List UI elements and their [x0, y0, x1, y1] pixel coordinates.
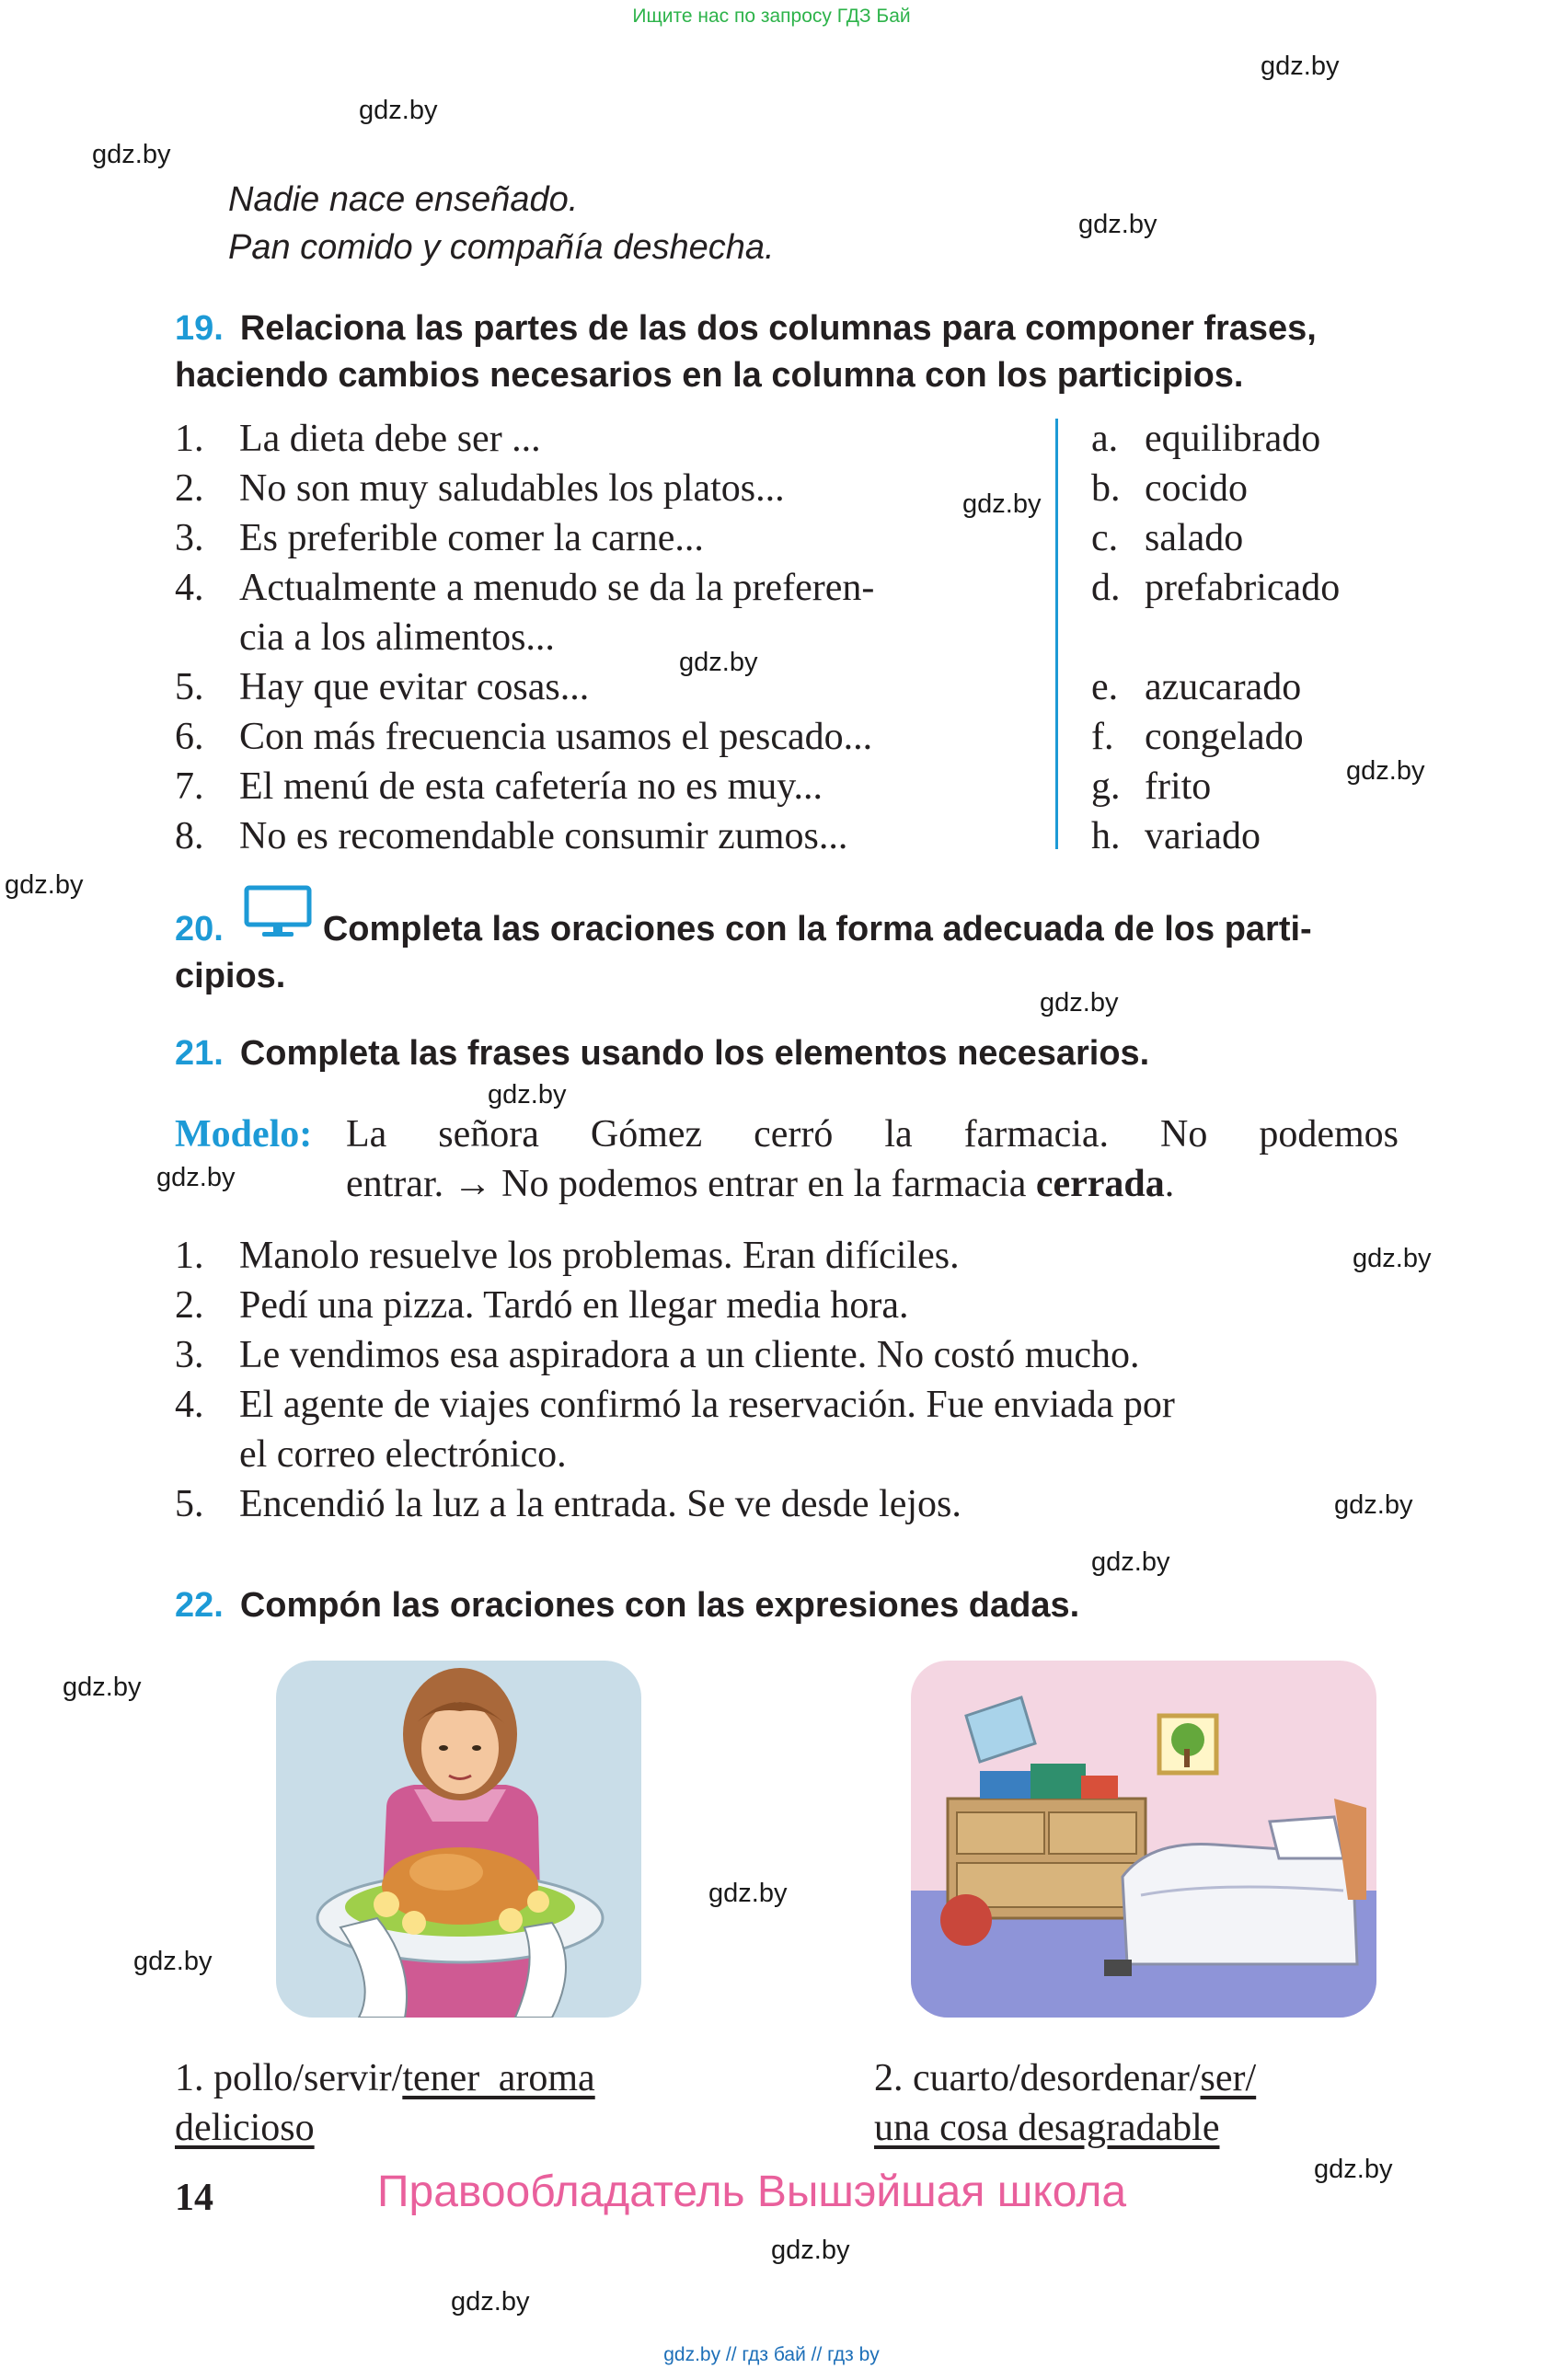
exercise-item: 3. Le vendimos esa aspiradora a un cliente. No costó mucho. [175, 1334, 1140, 1376]
watermark: gdz.by [679, 648, 758, 677]
exercise-item-continuation: el correo electrónico. [239, 1433, 567, 1476]
task-22-item-1-continuation: delicioso [175, 2107, 315, 2149]
watermark: gdz.by [133, 1947, 213, 1976]
task-20-title: 20. Completa las oraciones con la forma adecuada de los parti- cipios. [175, 910, 1312, 995]
modelo-line-1: La señora Gómez cerró la farmacia. No podemos [346, 1113, 1399, 1156]
watermark: gdz.by [359, 96, 438, 125]
list-item-continuation: cia a los alimentos... [239, 616, 555, 659]
task-number: 19. [175, 309, 224, 348]
exercise-item: 5. Encendió la luz a la entrada. Se ve desde lejos. [175, 1483, 961, 1525]
task-number: 20. [175, 910, 224, 949]
illustration-messy-bedroom [911, 1661, 1376, 2018]
answer-item: f. congelado [1091, 716, 1304, 758]
modelo-line-2: entrar. → No podemos entrar en la farmacia cerrada. [346, 1163, 1175, 1205]
exercise-item: 2. Pedí una pizza. Tardó en llegar media hora. [175, 1284, 909, 1327]
answer-item: h. variado [1091, 815, 1261, 857]
task-19-title: 19. Relaciona las partes de las dos columnas para componer frases, haciendo cambios necesarios en la columna con los participios. [175, 309, 1317, 395]
watermark: gdz.by [63, 1673, 142, 1702]
task-22-item-2-continuation: una cosa desagradable [874, 2107, 1220, 2149]
watermark: gdz.by [451, 2287, 530, 2317]
watermark: gdz.by [1261, 52, 1340, 81]
watermark: gdz.by [1078, 210, 1157, 239]
computer-monitor-icon[interactable] [244, 885, 312, 938]
watermark: gdz.by [92, 140, 171, 169]
proverb-2: Pan comido y compañía deshecha. [228, 228, 775, 267]
exercise-item: 1. Manolo resuelve los problemas. Eran difíciles. [175, 1235, 960, 1277]
watermark: gdz.by [1040, 988, 1119, 1018]
modelo-label: Modelo: [175, 1113, 313, 1156]
task-number: 21. [175, 1034, 224, 1073]
task-number: 22. [175, 1586, 224, 1625]
watermark: gdz.by [1353, 1244, 1432, 1273]
watermark: gdz.by [156, 1163, 236, 1192]
footer-links[interactable]: gdz.by // гдз бай // гдз by [663, 2344, 880, 2365]
watermark: gdz.by [1091, 1547, 1170, 1577]
answer-item: a. equilibrado [1091, 418, 1321, 460]
watermark: gdz.by [962, 489, 1042, 519]
answer-item: e. azucarado [1091, 666, 1302, 708]
page-number: 14 [175, 2177, 213, 2219]
top-banner[interactable]: Ищите нас по запросу ГДЗ Бай [632, 6, 911, 27]
list-item: 4. Actualmente a menudo se da la preferen- [175, 567, 875, 609]
answer-item: d. prefabricado [1091, 567, 1341, 609]
list-item: 8. No es recomendable consumir zumos... [175, 815, 848, 857]
answer-item: c. salado [1091, 517, 1244, 559]
task-22-title: 22. Compón las oraciones con las expresiones dadas. [175, 1586, 1080, 1625]
answer-item: b. cocido [1091, 467, 1248, 510]
task-22-item-2: 2. cuarto/desordenar/ser/ [874, 2057, 1257, 2099]
watermark: gdz.by [1314, 2155, 1393, 2184]
watermark: gdz.by [5, 870, 84, 900]
proverb-1: Nadie nace enseñado. [228, 180, 579, 219]
watermark: gdz.by [488, 1080, 567, 1110]
list-item: 5. Hay que evitar cosas... [175, 666, 590, 708]
watermark: gdz.by [1346, 756, 1425, 786]
watermark: gdz.by [1334, 1490, 1413, 1520]
list-item: 2. No son muy saludables los platos... [175, 467, 785, 510]
task-21-title: 21. Completa las frases usando los elementos necesarios. [175, 1034, 1150, 1073]
column-divider [1055, 419, 1058, 849]
list-item: 1. La dieta debe ser ... [175, 418, 541, 460]
list-item: 6. Con más frecuencia usamos el pescado... [175, 716, 873, 758]
exercise-item: 4. El agente de viajes confirmó la reservación. Fue enviada por [175, 1384, 1175, 1426]
watermark: gdz.by [771, 2236, 850, 2265]
task-22-item-1: 1. pollo/servir/tener aroma [175, 2057, 595, 2099]
list-item: 3. Es preferible comer la carne... [175, 517, 704, 559]
watermark: gdz.by [708, 1879, 788, 1908]
list-item: 7. El menú de esta cafetería no es muy... [175, 765, 823, 808]
illustration-woman-serving-chicken [276, 1661, 641, 2018]
copyright-notice: Правообладатель Вышэйшая школа [377, 2167, 1127, 2216]
answer-item: g. frito [1091, 765, 1212, 808]
